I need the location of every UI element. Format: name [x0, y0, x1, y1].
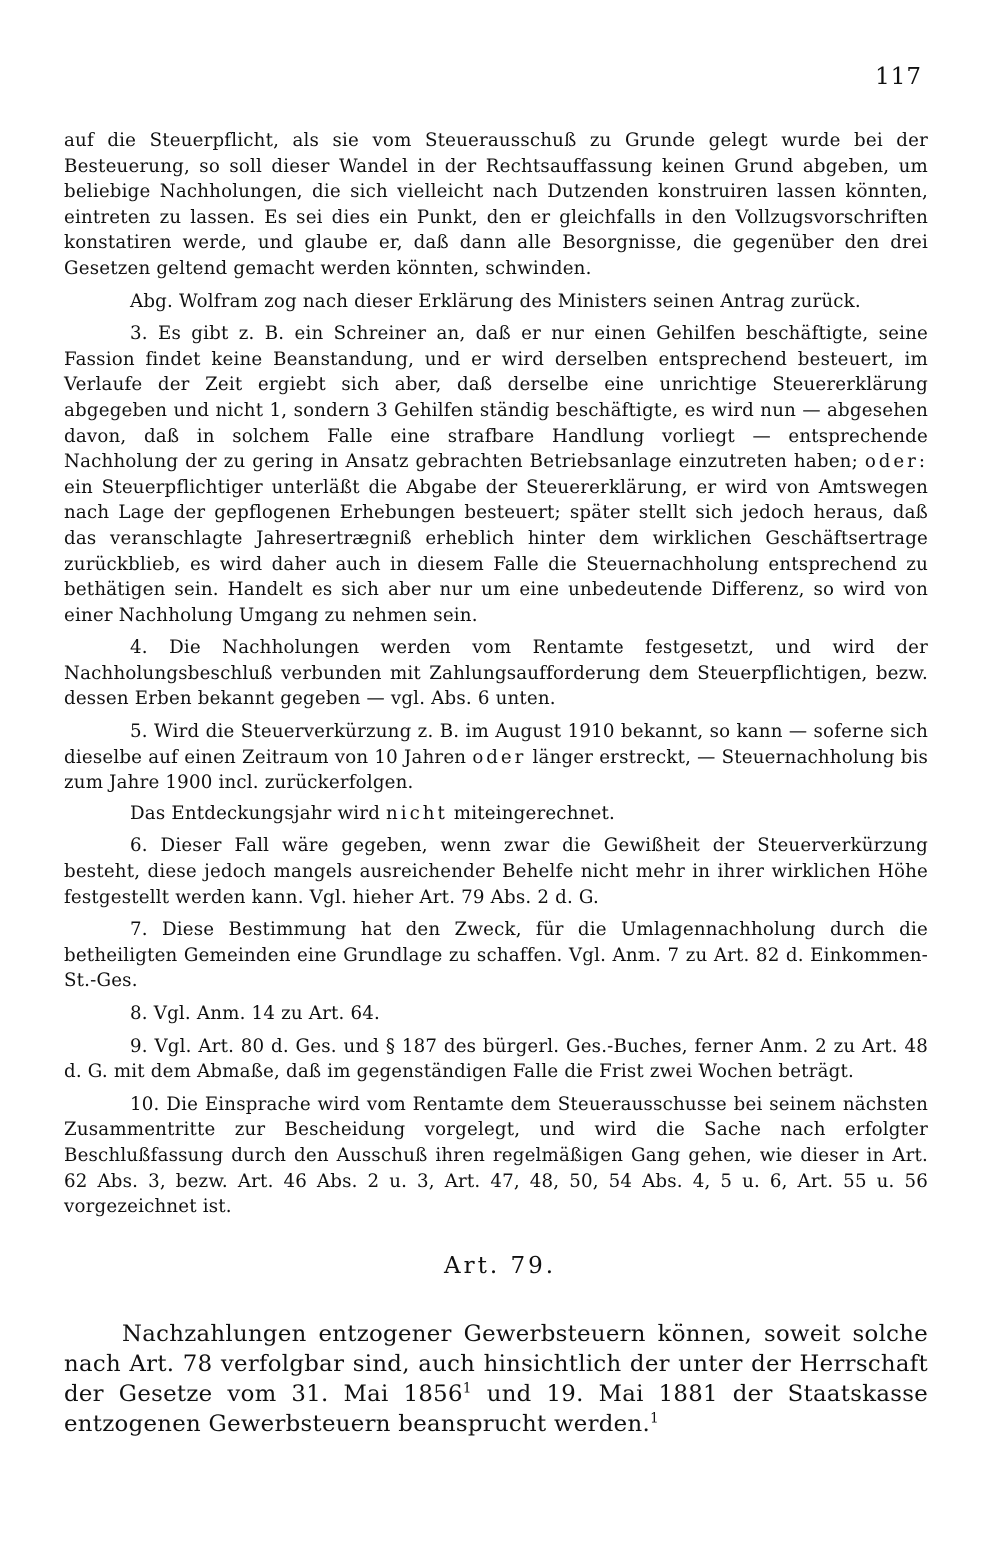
note-3-part-a: 3. Es gibt z. B. ein Schreiner an, daß er nur einen Gehilfen beschäftigte, seine Fassion findet keine Beanstandung, und er wird derselben entsprechend besteuert, im Verlaufe der Zeit ergiebt sich aber, daß derselbe eine unrichtige Steuererklärung abgegeben und nicht 1, sondern 3 Gehilfen ständig beschäftigte, es wird nun — abgesehen davon, daß in solchem Falle eine strafbare Handlung vorliegt — entsprechende Nachholung der zu gering in Ansatz gebrachten Betriebsanlage einzutreten haben; — [64, 323, 928, 473]
footnote-marker: 1 — [462, 1380, 472, 1397]
note-5-part-a: 5. Wird die Steuerverkürzung z. B. im August 1910 bekannt, so kann — soferne sich dieselbe auf einen Zeitraum von 10 Jahren — [64, 721, 928, 768]
footnotes-section — [64, 128, 928, 1227]
note-wolfram-statement: Abg. Wolfram zog nach dieser Erklärung des Ministers seinen Antrag zurück. — [130, 290, 861, 312]
note-4: 4. Die Nachholungen werden vom Rentamte festgesetzt, und wird der Nachholungsbeschluß verbunden mit Zahlungsaufforderung dem Steuerpflichtigen, bezw. dessen Erben bekannt gegeben — vgl. Abs. 6 unten. — [64, 637, 928, 710]
note-5-detection-year: Das Entdeckungsjahr wird nicht miteingerechnet. — [130, 802, 615, 824]
note-10: 10. Die Einsprache wird vom Rentamte dem Steuerausschusse bei seinem nächsten Zusammentritte zur Bescheidung vorgelegt, und wird die Sache nach erfolgter Beschlußfassung durch den Ausschuß ihren regelmäßigen Gang gehen, wie dieser in Art. 62 Abs. 3, bezw. Art. 46 Abs. 2 u. 3, Art. 47, 48, 50, 54 Abs. 4, 5 u. 6, Art. 55 u. 56 vorgezeichnet ist. — [64, 1093, 928, 1218]
footnote-marker: 1 — [650, 1410, 660, 1427]
note-9: 9. Vgl. Art. 80 d. Ges. und § 187 des bürgerl. Ges.-Buches, ferner Anm. 2 zu Art. 48 d. G. mit dem Abmaße, daß im gegenständigen Falle die Frist zwei Wochen beträgt. — [64, 1035, 928, 1083]
note-6: 6. Dieser Fall wäre gegeben, wenn zwar die Gewißheit der Steuerverkürzung besteht, diese jedoch mangels ausreichender Behelfe nicht mehr in ihrer wirklichen Höhe festgestellt werden kann. Vgl. hieher Art. 79 Abs. 2 d. G. — [64, 835, 928, 908]
note-5-nicht: nicht — [386, 802, 448, 824]
article-text: Nachzahlungen entzogener Gewerbsteuern können, soweit solche nach Art. 78 verfolgbar sind, auch hinsichtlich der unter der Herrschaft der Gesetze vom 31. Mai 1856$^1$ und 19. Mai 1881 der Staatskasse entzogenen Gewerbsteuern beansprucht werden.$^1$ — [64, 1320, 928, 1438]
note-3-part-b: ein Steuerpflichtiger unterläßt die Abgabe der Steuererklärung, er wird von Amtswegen nach Lage der gepflogenen Erhebungen besteuert; später stellt sich jedoch heraus, daß das veranschlagte Jahresertrægniß erheblich hinter dem wirklichen Geschäftsertrage zurückblieb, es wird daher auch in diesem Falle die Steuernachholung entsprechend zu bethätigen sein. Handelt es sich aber nur um eine unbedeutende Differenz, so wird von einer Nachholung Umgang zu nehmen sein. — [64, 476, 928, 626]
note-5 — [64, 719, 928, 796]
note-5-part-b: länger erstreckt, — Steuernachholung bis zum Jahre 1900 incl. zurückerfolgen. — [64, 746, 929, 794]
note-continuation: auf die Steuerpflicht, als sie vom Steuerausschuß zu Grunde gelegt wurde bei der Besteuerung, so soll dieser Wandel in der Rechtsauffassung keinen Grund abgeben, um beliebige Nachholungen, die sich vielleicht nach Dutzenden konstruiren lassen könnten, eintreten zu lassen. Es sei dies ein Punkt, den er gleichfalls in den Vollzugsvorschriften konstatiren werde, und glaube er, daß dann alle Besorgnisse, die gegenüber den drei Gesetzen geltend gemacht werden könnten, schwinden. — [64, 130, 928, 279]
note-5-oder: oder — [472, 746, 527, 768]
note-3 — [64, 321, 928, 628]
page-number: 117 — [875, 64, 922, 90]
article-heading: Art. 79. — [443, 1253, 557, 1279]
note-8: 8. Vgl. Anm. 14 zu Art. 64. — [130, 1003, 380, 1024]
note-3-oder: oder: — [864, 451, 928, 473]
note-7: 7. Diese Bestimmung hat den Zweck, für die Umlagennachholung durch die betheiligten Gemeinden eine Grundlage zu schaffen. Vgl. Anm. 7 zu Art. 82 d. Einkommen-St.-Ges. — [64, 919, 928, 992]
